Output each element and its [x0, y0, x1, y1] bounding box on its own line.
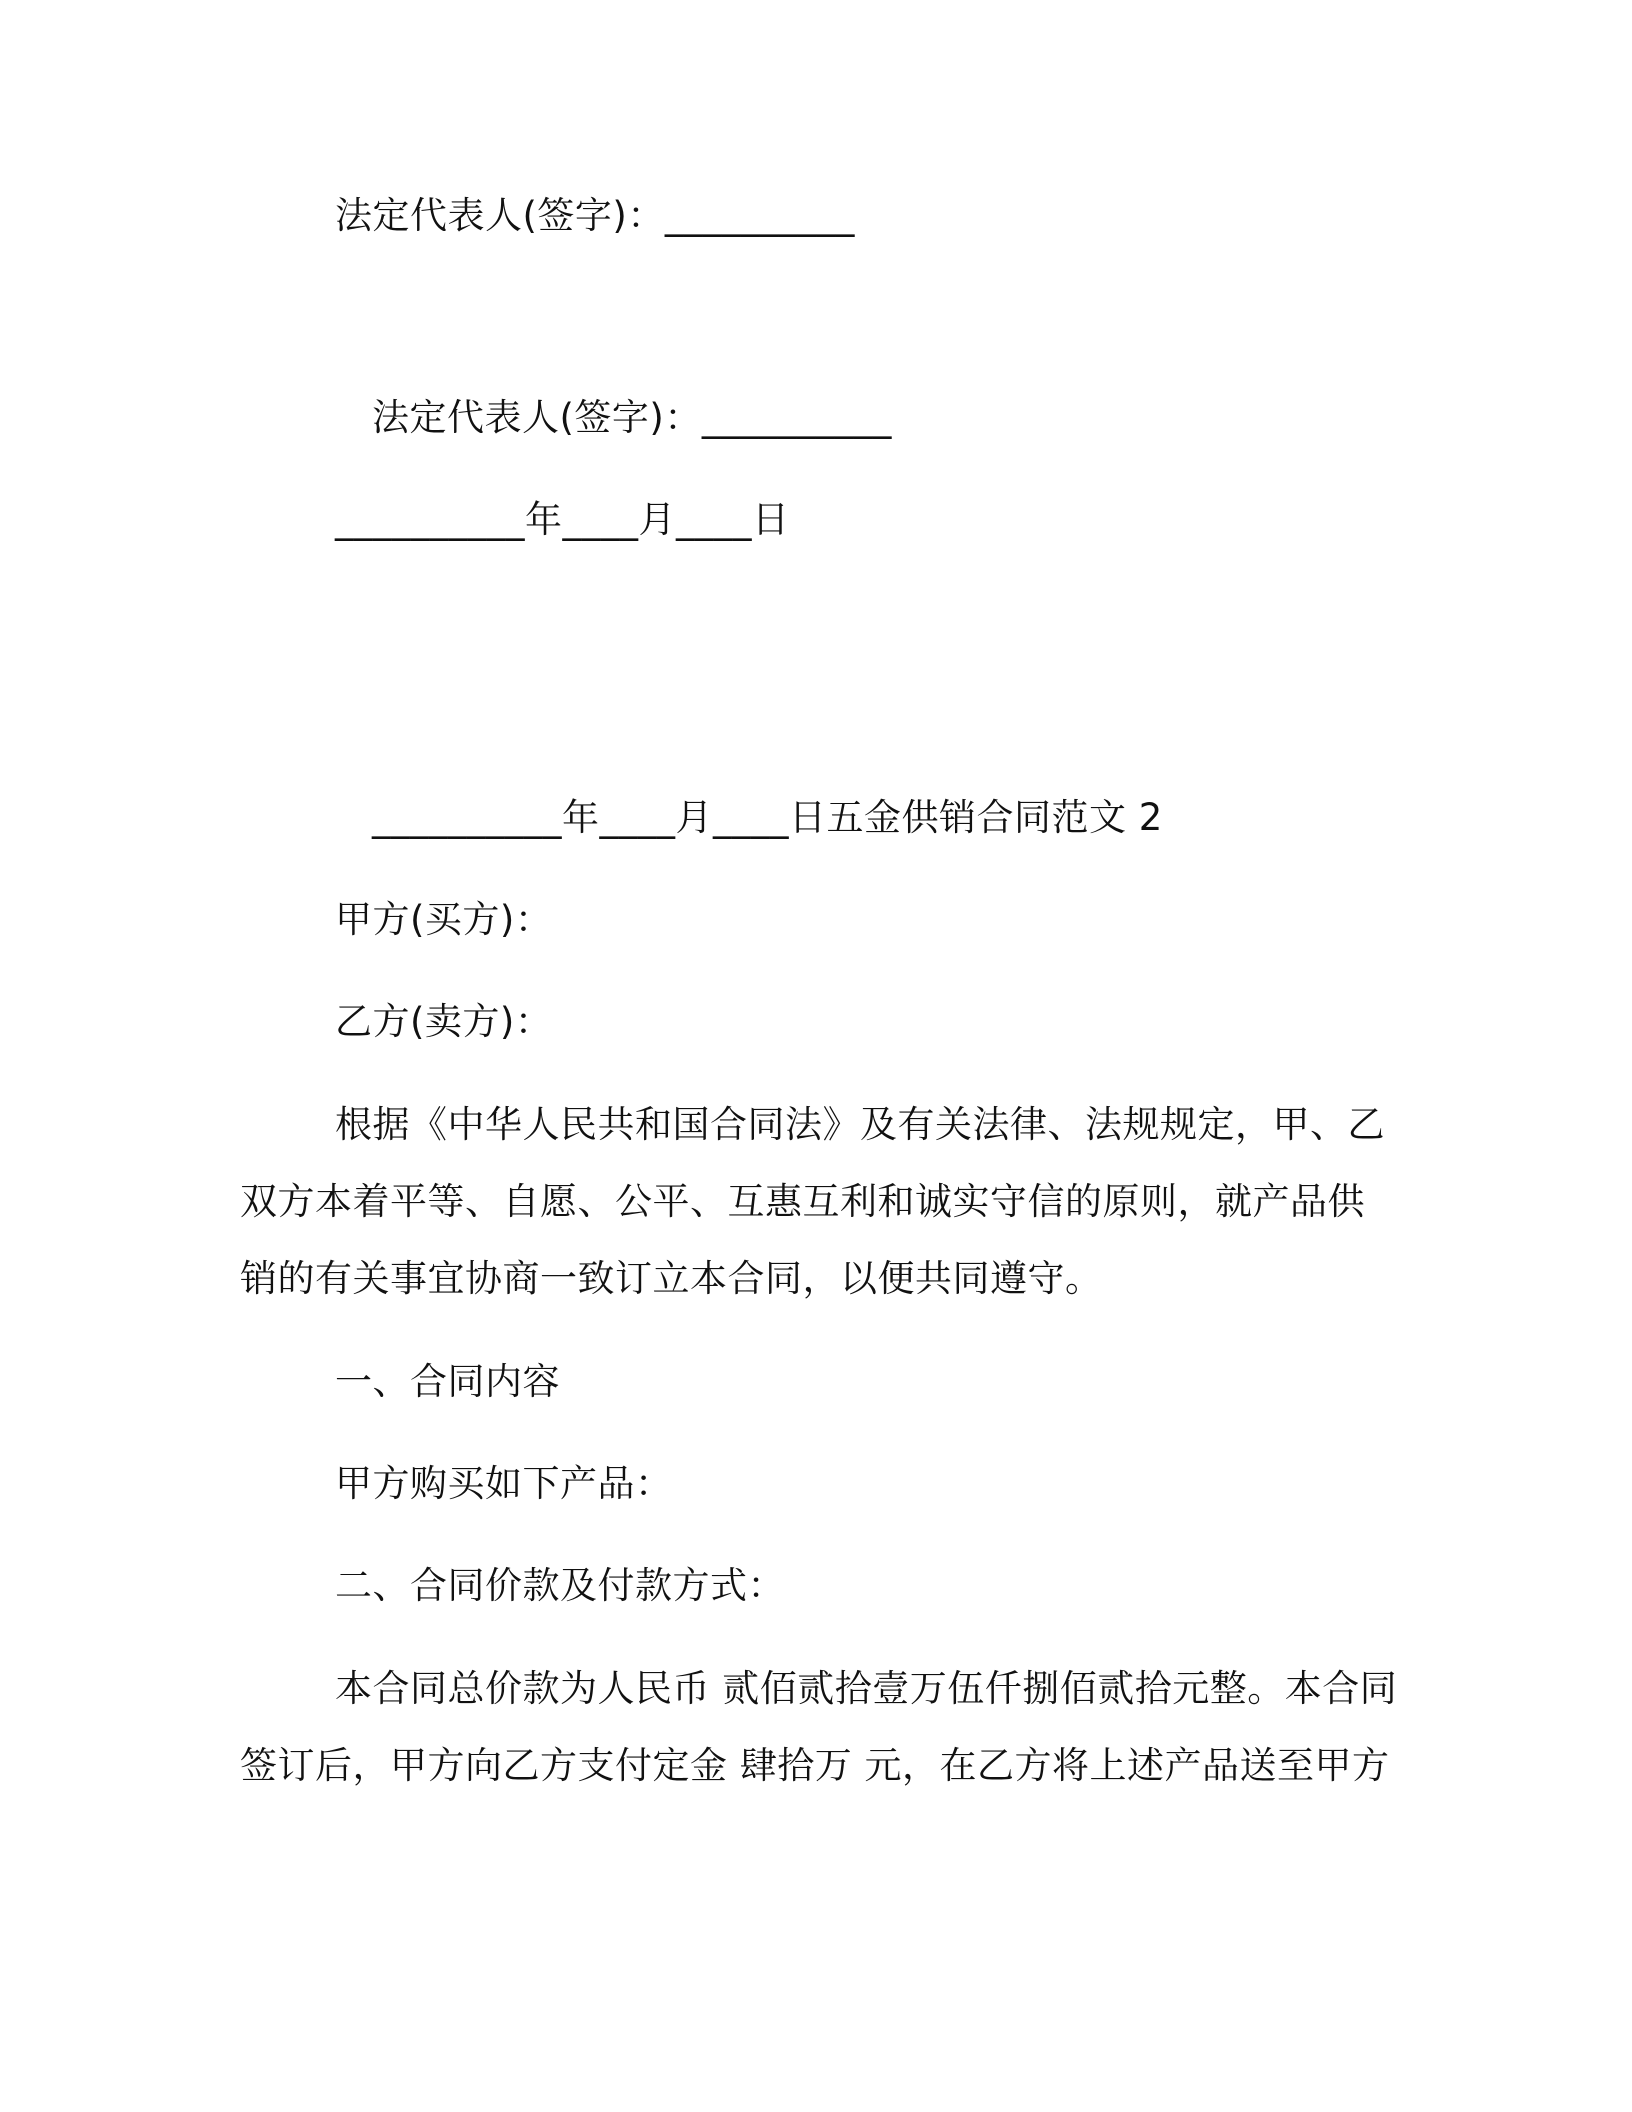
section-2-paragraph-line-2: 签订后，甲方向乙方支付定金 肆拾万 元，在乙方将上述产品送至甲方	[240, 1744, 1390, 1787]
section-1-text: 甲方购买如下产品：	[335, 1462, 673, 1505]
intro-paragraph-line-2: 双方本着平等、自愿、公平、互惠互利和诚实守信的原则，就产品供	[240, 1180, 1365, 1223]
signature-line-2: 法定代表人(签字)：__________	[372, 396, 892, 439]
party-a-label: 甲方(买方)：	[335, 898, 553, 941]
section-2-heading: 二、合同价款及付款方式：	[335, 1564, 785, 1607]
document-title: __________年____月____日五金供销合同范文 2	[372, 796, 1163, 839]
intro-paragraph-line-1: 根据《中华人民共和国合同法》及有关法律、法规规定，甲、乙	[335, 1103, 1385, 1146]
intro-paragraph-line-3: 销的有关事宜协商一致订立本合同，以便共同遵守。	[240, 1257, 1103, 1300]
party-b-label: 乙方(卖方)：	[335, 1000, 553, 1043]
signature-line-1: 法定代表人(签字)：__________	[335, 194, 855, 237]
date-line: __________年____月____日	[335, 498, 790, 541]
section-1-heading: 一、合同内容	[335, 1360, 560, 1403]
section-2-paragraph-line-1: 本合同总价款为人民币 贰佰贰拾壹万伍仟捌佰贰拾元整。本合同	[335, 1667, 1398, 1710]
